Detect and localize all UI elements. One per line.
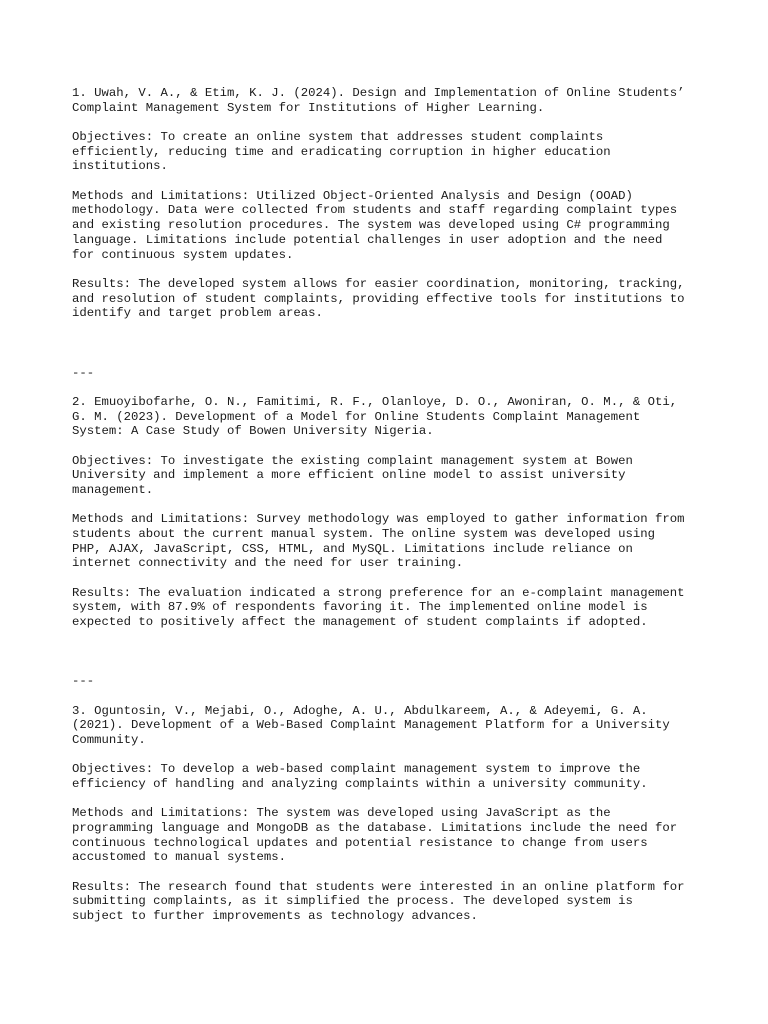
entry-objectives: Objectives: To develop a web-based complaint management system to improve the efficiency of handling and analyzing complaints within a university community. bbox=[72, 762, 648, 791]
entry-citation: 1. Uwah, V. A., & Etim, K. J. (2024). Design and Implementation of Online Students’ Complaint Management System for Institutions of Higher Learning. bbox=[72, 86, 685, 115]
entry-citation: 2. Emuoyibofarhe, O. N., Famitimi, R. F., Olanloye, D. O., Awoniran, O. M., & Oti, G. M. (2023). Development of a Model for Online Students Complaint Management System: A Case Study of Bowen University Nigeria. bbox=[72, 394, 678, 439]
spacer bbox=[72, 336, 712, 366]
entry-methods: Methods and Limitations: Utilized Object-Oriented Analysis and Design (OOAD) methodology. Data were collected from students and staff regarding complaint types and existing resolution procedures. The system was developed using C# programming language. Limitations include potential challenges in user adoption and the need for continuous system updates. bbox=[72, 188, 678, 262]
reference-entry-3 bbox=[72, 704, 712, 924]
entry-methods: Methods and Limitations: Survey methodology was employed to gather information from students about the current manual system. The online system was developed using PHP, AJAX, JavaScript, CSS, HTML, and MySQL. Limitations include reliance on internet connectivity and the need for user training. bbox=[72, 512, 685, 571]
entry-objectives: Objectives: To create an online system that addresses student complaints efficiently, reducing time and eradicating corruption in higher education institutions. bbox=[72, 130, 611, 174]
entry-methods: Methods and Limitations: The system was developed using JavaScript as the programming language and MongoDB as the database. Limitations include the need for continuous technological updates and potential resistance to change from users accustomed to manual systems. bbox=[72, 806, 678, 865]
reference-entry-2 bbox=[72, 395, 712, 630]
reference-entry-1 bbox=[72, 86, 712, 321]
spacer bbox=[72, 644, 712, 674]
section-separator: --- bbox=[72, 674, 95, 689]
section-separator: --- bbox=[72, 365, 95, 380]
entry-results: Results: The developed system allows for easier coordination, monitoring, tracking, and resolution of student complaints, providing effective tools for institutions to identify and target problem areas. bbox=[72, 276, 685, 321]
entry-results: Results: The evaluation indicated a strong preference for an e-complaint management system, with 87.9% of respondents favoring it. The implemented online model is expected to positively affect the management of student complaints if adopted. bbox=[72, 585, 685, 630]
entry-citation: 3. Oguntosin, V., Mejabi, O., Adoghe, A. U., Abdulkareem, A., & Adeyemi, G. A. (2021). Development of a Web-Based Complaint Management Platform for a University Community. bbox=[72, 703, 670, 747]
entry-objectives: Objectives: To investigate the existing complaint management system at Bowen University and implement a more efficient online model to assist university management. bbox=[72, 453, 633, 497]
spacer bbox=[72, 380, 712, 395]
entry-results: Results: The research found that students were interested in an online platform for submitting complaints, as it simplified the process. The developed system is subject to further improvements as technology advances. bbox=[72, 879, 685, 924]
spacer bbox=[72, 689, 712, 704]
document-page bbox=[72, 86, 712, 938]
